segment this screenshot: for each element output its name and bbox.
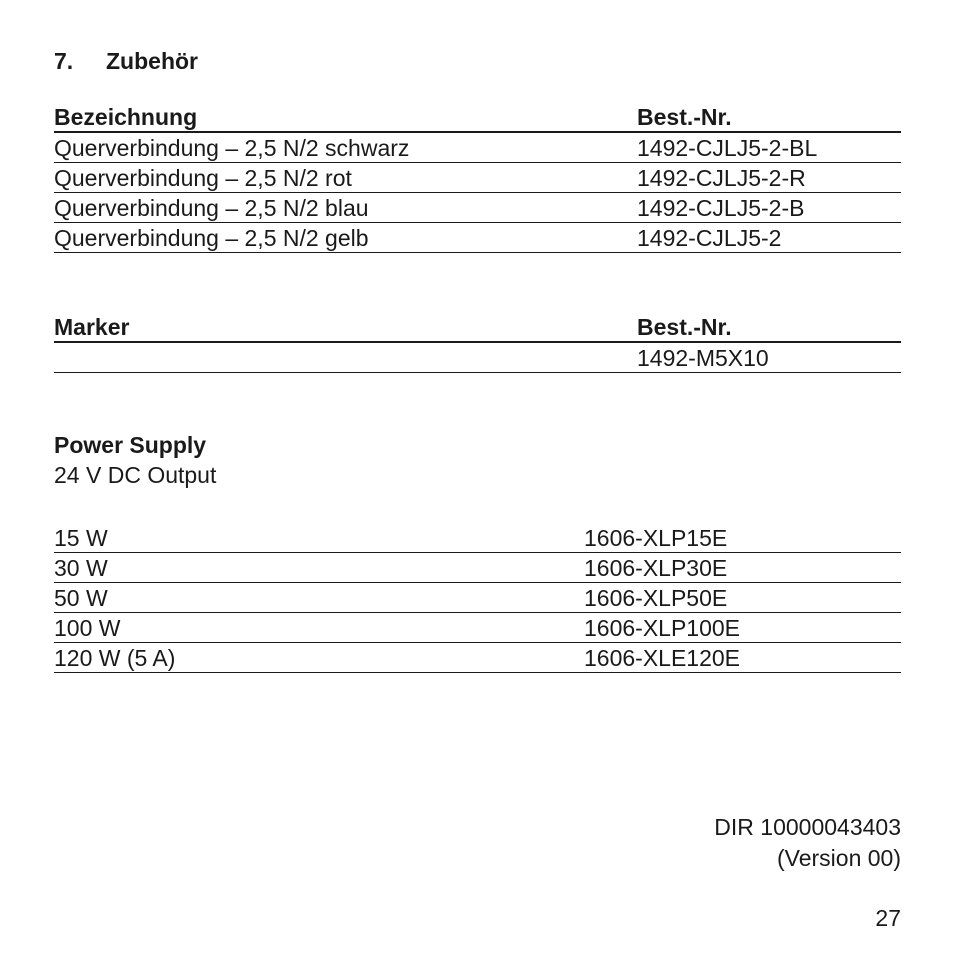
item-designation: Querverbindung – 2,5 N/2 rot: [54, 165, 352, 191]
item-order-number: 1492-M5X10: [637, 345, 769, 371]
item-order-number: 1492-CJLJ5-2: [637, 225, 782, 251]
table-row: [54, 643, 901, 673]
power-rating: 15 W: [54, 525, 108, 551]
table-row: [54, 193, 901, 223]
item-designation: Querverbindung – 2,5 N/2 blau: [54, 195, 369, 221]
column-header-marker: Marker: [54, 314, 130, 340]
item-order-number: 1606-XLP15E: [584, 525, 728, 551]
table-header-row: [54, 313, 901, 343]
section-number: 7.: [54, 48, 74, 74]
item-designation: Querverbindung – 2,5 N/2 schwarz: [54, 135, 410, 161]
item-designation: Querverbindung – 2,5 N/2 gelb: [54, 225, 369, 251]
document-id: DIR 10000043403: [714, 814, 901, 840]
table-row: [54, 583, 901, 613]
power-rating: 50 W: [54, 585, 108, 611]
item-order-number: 1606-XLP100E: [584, 615, 741, 641]
table-row: [54, 553, 901, 583]
item-order-number: 1492-CJLJ5-2-R: [637, 165, 806, 191]
item-order-number: 1492-CJLJ5-2-BL: [637, 135, 818, 161]
column-header-order-number: Best.-Nr.: [637, 104, 732, 130]
power-rating: 100 W: [54, 615, 121, 641]
marker-table: [54, 313, 901, 373]
column-header-designation: Bezeichnung: [54, 104, 198, 130]
section-title: Zubehör: [106, 48, 198, 74]
item-order-number: 1492-CJLJ5-2-B: [637, 195, 805, 221]
document-version: (Version 00): [776, 845, 901, 871]
cross-connection-table: [54, 103, 901, 253]
power-supply-table: [54, 523, 901, 673]
item-order-number: 1606-XLE120E: [584, 645, 741, 671]
column-header-order-number: Best.-Nr.: [637, 314, 732, 340]
document-id-block: [714, 812, 901, 874]
item-order-number: 1606-XLP50E: [584, 585, 728, 611]
table-row: [54, 613, 901, 643]
table-row: [54, 343, 901, 373]
table-row: [54, 133, 901, 163]
table-row: [54, 163, 901, 193]
power-rating: 30 W: [54, 555, 108, 581]
table-header-row: [54, 103, 901, 133]
power-rating: 120 W (5 A): [54, 645, 176, 671]
power-supply-title: Power Supply: [54, 432, 207, 458]
page-number: 27: [875, 905, 901, 931]
power-supply-subtitle: 24 V DC Output: [54, 462, 217, 488]
table-row: [54, 523, 901, 553]
item-order-number: 1606-XLP30E: [584, 555, 728, 581]
section-heading: [54, 48, 198, 75]
table-row: [54, 223, 901, 253]
